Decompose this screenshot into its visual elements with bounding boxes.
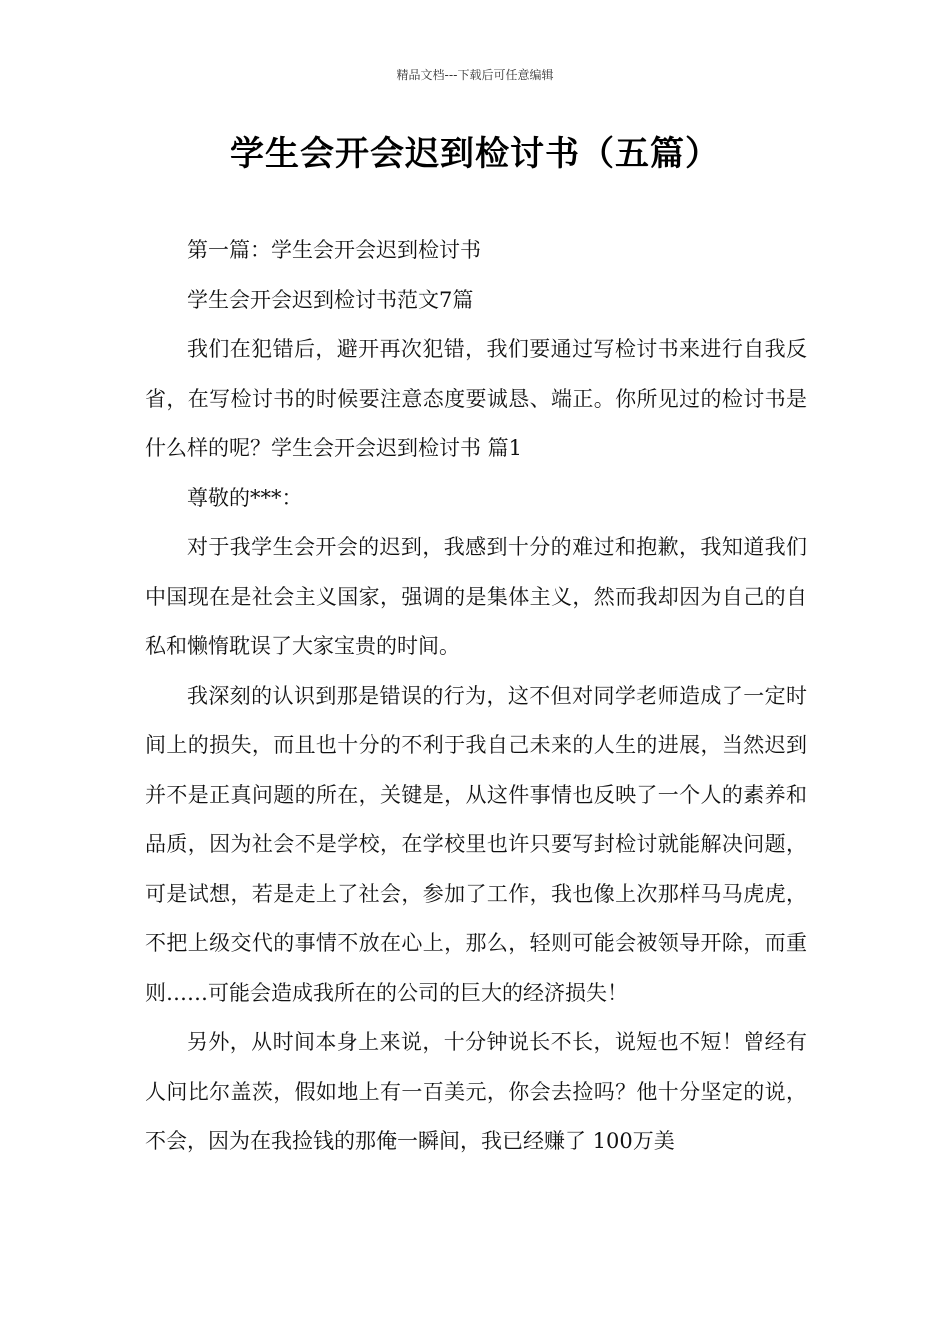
document-body bbox=[145, 226, 807, 1167]
paragraph: 对于我学生会开会的迟到，我感到十分的难过和抱歉，我知道我们中国现在是社会主义国家，强调的是集体主义，然而我却因为自己的自私和懒惰耽误了大家宝贵的时间。 bbox=[145, 535, 807, 658]
document-title: 学生会开会迟到检讨书（五篇） bbox=[230, 134, 720, 174]
subheading: 学生会开会迟到检讨书范文7篇 bbox=[187, 287, 474, 312]
paragraph: 另外，从时间本身上来说，十分钟说长不长，说短也不短！曾经有人问比尔盖茨，假如地上有一百美元，你会去捡吗？他十分坚定的说，不会，因为在我捡钱的那俺一瞬间，我已经赚了 100万美 bbox=[145, 1030, 807, 1153]
header-note: 精品文档---下载后可任意编辑 bbox=[396, 68, 554, 82]
paragraph: 我们在犯错后，避开再次犯错，我们要通过写检讨书来进行自我反省，在写检讨书的时候要注意态度要诚恳、端正。你所见过的检讨书是什么样的呢？学生会开会迟到检讨书 篇1 bbox=[145, 337, 807, 460]
paragraph: 我深刻的认识到那是错误的行为，这不但对同学老师造成了一定时间上的损失，而且也十分的不利于我自己未来的人生的进展，当然迟到并不是正真问题的所在，关键是，从这件事情也反映了一个人的素养和品质，因为社会不是学校，在学校里也许只要写封检讨就能解决问题，可是试想，若是走上了社会，参加了工作，我也像上次那样马马虎虎，不把上级交代的事情不放在心上，那么，轻则可能会被领导开除，而重则……可能会造成我所在的公司的巨大的经济损失！ bbox=[145, 683, 807, 1005]
salutation: 尊敬的***： bbox=[187, 485, 303, 510]
section-heading: 第一篇：学生会开会迟到检讨书 bbox=[187, 238, 481, 262]
